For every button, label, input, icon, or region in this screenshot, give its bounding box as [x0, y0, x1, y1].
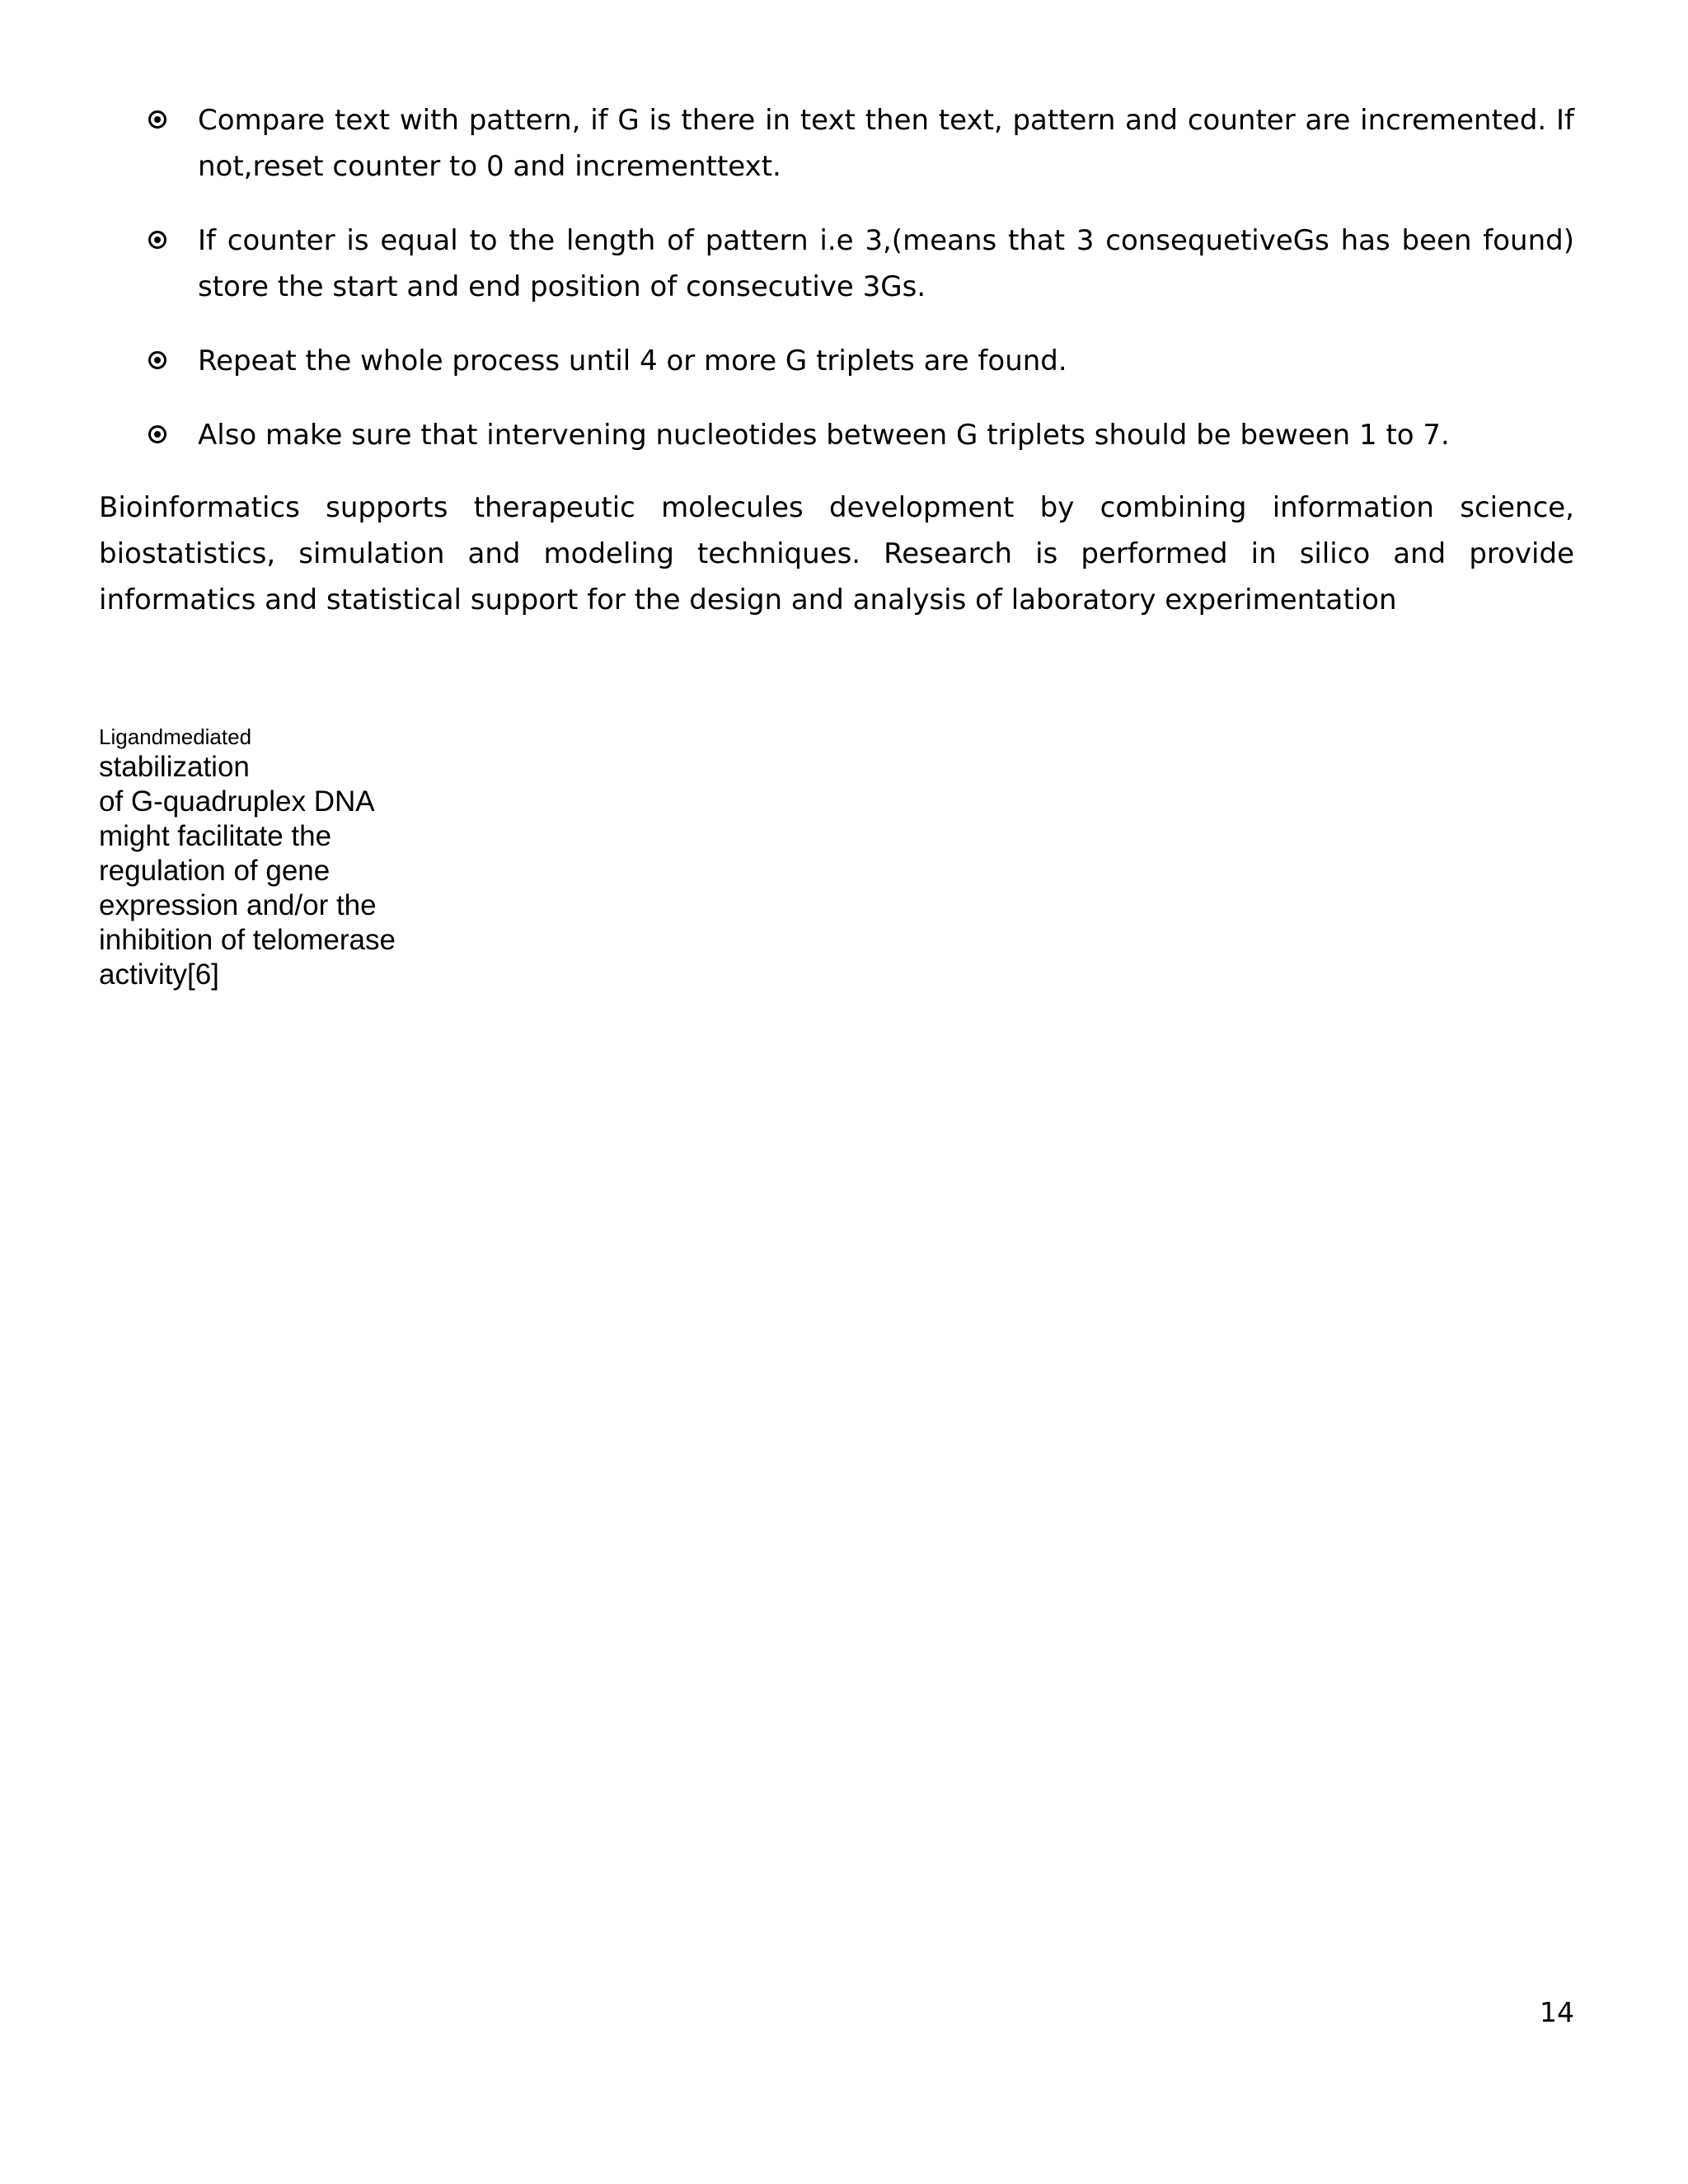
caption-line: inhibition of telomerase: [99, 924, 396, 956]
caption-line: might facilitate the: [99, 820, 332, 852]
circle-dot-bullet-icon: [148, 110, 166, 129]
caption-first-line: Ligandmediated: [99, 724, 252, 749]
bullet-item: [148, 97, 1574, 190]
figure-caption: [99, 724, 528, 992]
bullet-item: [148, 338, 1574, 384]
circle-dot-bullet-icon: [148, 351, 166, 369]
circle-dot-bullet-icon: [148, 425, 166, 443]
body-paragraph: Bioinformatics supports therapeutic molecules development by combining information science, biostatistics, simulation and modeling techniques. Research is performed in silico and provide informatics and statistical support for the design and analysis of laboratory experimentation: [99, 491, 1574, 616]
bullet-list: [148, 97, 1574, 486]
caption-line: activity[6]: [99, 958, 219, 991]
caption-line: regulation of gene: [99, 855, 331, 887]
bullet-text: If counter is equal to the length of pattern i.e 3,(means that 3 consequetiveGs has been found) store the start and end position of consecutive 3Gs.: [198, 224, 1574, 303]
bullet-item: [148, 218, 1574, 310]
caption-line: expression and/or the: [99, 889, 377, 921]
bullet-item: [148, 412, 1574, 458]
circle-dot-bullet-icon: [148, 231, 166, 249]
caption-line: of G-quadruplex DNA: [99, 785, 375, 818]
bullet-text: Compare text with pattern, if G is there in text then text, pattern and counter are incremented. If not,reset counter to 0 and incrementtext.: [198, 104, 1574, 183]
caption-line: stabilization: [99, 751, 250, 783]
bullet-text: Also make sure that intervening nucleotides between G triplets should be beween 1 to 7.: [198, 419, 1450, 452]
bullet-text: Repeat the whole process until 4 or more G triplets are found.: [198, 344, 1067, 377]
page-number: 14: [1540, 1996, 1574, 2028]
